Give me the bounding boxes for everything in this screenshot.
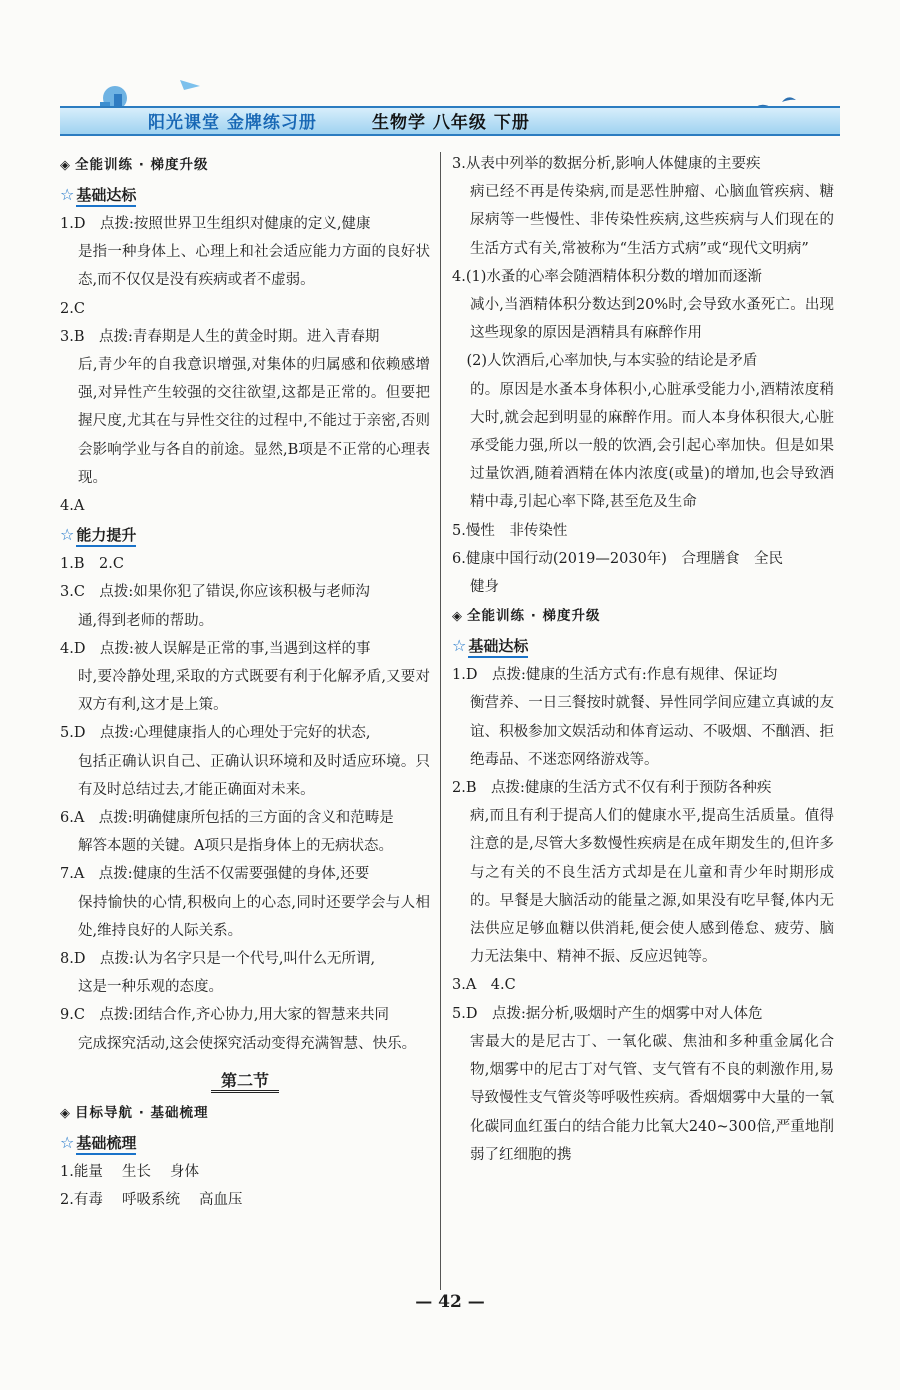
star-icon: ☆ [60,1132,75,1152]
answer-continuation: 病,而且有利于提高人们的健康水平,提高生活质量。值得注意的是,尽管大多数慢性疾病是在成年期发生的,但许多与之有关的不良生活方式却是在儿童和青少年时期形成的。早餐是大脑活动的能量之源,如果没有吃早餐,体内无法供应足够血糖以供消耗,便会使人感到倦怠、疲劳、脑力无法集中、精神不振、反应迟钝等。 [470,808,834,966]
answer-continuation: 通,得到老师的帮助。 [78,612,214,629]
answer-item [60,210,430,295]
answer-first-line: 3.C 点拨:如果你犯了错误,你应该积极与老师沟 [60,584,370,601]
answer-continuation: 后,青少年的自我意识增强,对集体的归属感和依赖感增强,对异性产生较强的交往欲望,这都是正常的。但要把握尺度,尤其在与异性交往的过程中,不能过于亲密,否则会影响学业与各自的前途。显然,B项是不正常的心理表现。 [78,357,430,486]
answer-continuation: 解答本题的关键。A项只是指身体上的无病状态。 [78,838,393,855]
answer-list [60,210,430,520]
answer-list [452,150,834,601]
star-icon: ☆ [452,636,467,656]
answer-first-line: 3.B 点拨:青春期是人生的黄金时期。进入青春期 [60,328,380,345]
answer-item [60,550,430,578]
answer-item [60,1186,430,1214]
answer-item [60,635,430,720]
answer-continuation: 时,要冷静处理,采取的方式既要有利于化解矛盾,又要对双方有利,这才是上策。 [78,669,430,714]
answer-first-line: 4.D 点拨:被人误解是正常的事,当遇到这样的事 [60,640,371,657]
subsection-heading: ☆ 能力提升 [60,520,430,550]
answer-item [452,971,834,999]
answer-first-line: 3.从表中列举的数据分析,影响人体健康的主要疾 [452,156,761,172]
subject-title: 生物学 八年级 下册 [372,113,530,133]
answer-first-line: 1.B 2.C [60,556,124,573]
page-header [60,72,840,142]
answer-item [60,860,430,945]
right-column [452,150,834,1169]
answer-item [60,492,430,520]
section-heading: ◈ 目标导航 · 基础梳理 [60,1098,430,1128]
left-column [60,150,430,1214]
answer-first-line: 5.D 点拨:据分析,吸烟时产生的烟雾中对人体危 [452,1005,763,1022]
diamond-icon: ◈ [60,1105,71,1121]
answer-item [452,545,834,601]
answer-item [452,263,834,348]
chapter-title: 第二节 [60,1064,430,1098]
answer-list [452,661,834,1169]
diamond-icon: ◈ [60,158,71,173]
answer-continuation: 病已经不再是传染病,而是恶性肿瘤、心脑血管疾病、糖尿病等一些慢性、非传染性疾病,这些疾病与人们现在的生活方式有关,常被称为“生活方式病”或“现代文明病” [470,184,834,257]
diamond-icon: ◈ [452,609,463,625]
answer-continuation: 健身 [470,579,499,596]
series-title: 阳光课堂 金牌练习册 [148,113,317,133]
answer-first-line: 7.A 点拨:健康的生活不仅需要强健的身体,还要 [60,866,370,883]
answer-continuation: 的。原因是水蚤本身体积小,心脏承受能力小,酒精浓度稍大时,就会起到明显的麻醉作用。而人本身体积很大,心脏承受能力强,所以一般的饮酒,会引起心率加快。但是如果过量饮酒,随着酒精在体内浓度(或量)的增加,也会导致酒精中毒,引起心率下降,甚至危及生命 [470,381,834,511]
answer-first-line: 5.慢性 非传染性 [452,522,568,539]
section-heading: ◈ 全能训练 · 梯度升级 [452,601,834,631]
subsection-heading: ☆ 基础梳理 [60,1128,430,1158]
answer-item [452,774,834,971]
answer-continuation: 衡营养、一日三餐按时就餐、异性同学间应建立真诚的友谊、积极参加文娱活动和体育运动、不吸烟、不酗酒、拒绝毒品、不迷恋网络游戏等。 [470,695,834,768]
answer-first-line: 6.A 点拨:明确健康所包括的三方面的含义和范畴是 [60,810,394,827]
answer-list [60,1158,430,1214]
subsection-heading: ☆ 基础达标 [452,631,834,661]
answer-first-line: 2.有毒 呼吸系统 高血压 [60,1192,243,1209]
section-heading: ◈ 全能训练 · 梯度升级 [60,150,430,180]
answer-continuation: 完成探究活动,这会使探究活动变得充满智慧、快乐。 [78,1035,417,1052]
answer-first-line: (2)人饮酒后,心率加快,与本实验的结论是矛盾 [452,353,758,370]
answer-item [452,661,834,774]
answer-first-line: 2.C [60,300,85,317]
answer-first-line: 1.D 点拨:健康的生活方式有:作息有规律、保证均 [452,667,778,684]
answer-continuation: 是指一种身体上、心理上和社会适应能力方面的良好状态,而不仅仅是没有疾病或者不虚弱。 [78,244,430,289]
subsection-heading: ☆ 基础达标 [60,180,430,210]
column-divider [440,152,441,1290]
answer-first-line: 4.A [60,498,85,515]
answer-first-line: 1.D 点拨:按照世界卫生组织对健康的定义,健康 [60,216,371,232]
answer-item [60,719,430,804]
answer-item [60,1158,430,1186]
answer-first-line: 8.D 点拨:认为名字只是一个代号,叫什么无所谓, [60,951,376,968]
answer-first-line: 6.健康中国行动(2019—2030年) 合理膳食 全民 [452,550,783,567]
answer-first-line: 9.C 点拨:团结合作,齐心协力,用大家的智慧来共同 [60,1007,390,1024]
star-icon: ☆ [60,525,75,545]
answer-item [60,804,430,860]
answer-list [60,550,430,1058]
answer-continuation: 这是一种乐观的态度。 [78,979,223,996]
answer-item [452,347,834,516]
answer-item [60,1001,430,1057]
answer-first-line: 2.B 点拨:健康的生活方式不仅有利于预防各种疾 [452,780,772,797]
answer-item [60,323,430,492]
answer-item [60,945,430,1001]
answer-item [60,295,430,323]
page-number: — 42 — [415,1292,485,1312]
answer-first-line: 5.D 点拨:心理健康指人的心理处于完好的状态, [60,725,371,742]
answer-first-line: 4.(1)水蚤的心率会随酒精体积分数的增加而逐渐 [452,268,762,285]
answer-item [452,150,834,263]
answer-item [452,1000,834,1169]
answer-continuation: 减小,当酒精体积分数达到20%时,会导致水蚤死亡。出现这些现象的原因是酒精具有麻醉作用 [470,297,834,342]
answer-first-line: 3.A 4.C [452,977,516,994]
answer-continuation: 害最大的是尼古丁、一氧化碳、焦油和多种重金属化合物,烟雾中的尼古丁对气管、支气管有不良的刺激作用,易导致慢性支气管炎等呼吸性疾病。香烟烟雾中大量的一氧化碳同血红蛋白的结合能力比氧大240~300倍,严重地削弱了红细胞的携 [470,1033,834,1163]
answer-item [452,517,834,545]
answer-continuation: 保持愉快的心情,积极向上的心态,同时还要学会与人相处,维持良好的人际关系。 [78,894,430,939]
answer-item [60,578,430,634]
answer-continuation: 包括正确认识自己、正确认识环境和及时适应环境。只有及时总结过去,才能正确面对未来。 [78,753,430,798]
answer-first-line: 1.能量 生长 身体 [60,1163,200,1180]
star-icon: ☆ [60,185,75,204]
